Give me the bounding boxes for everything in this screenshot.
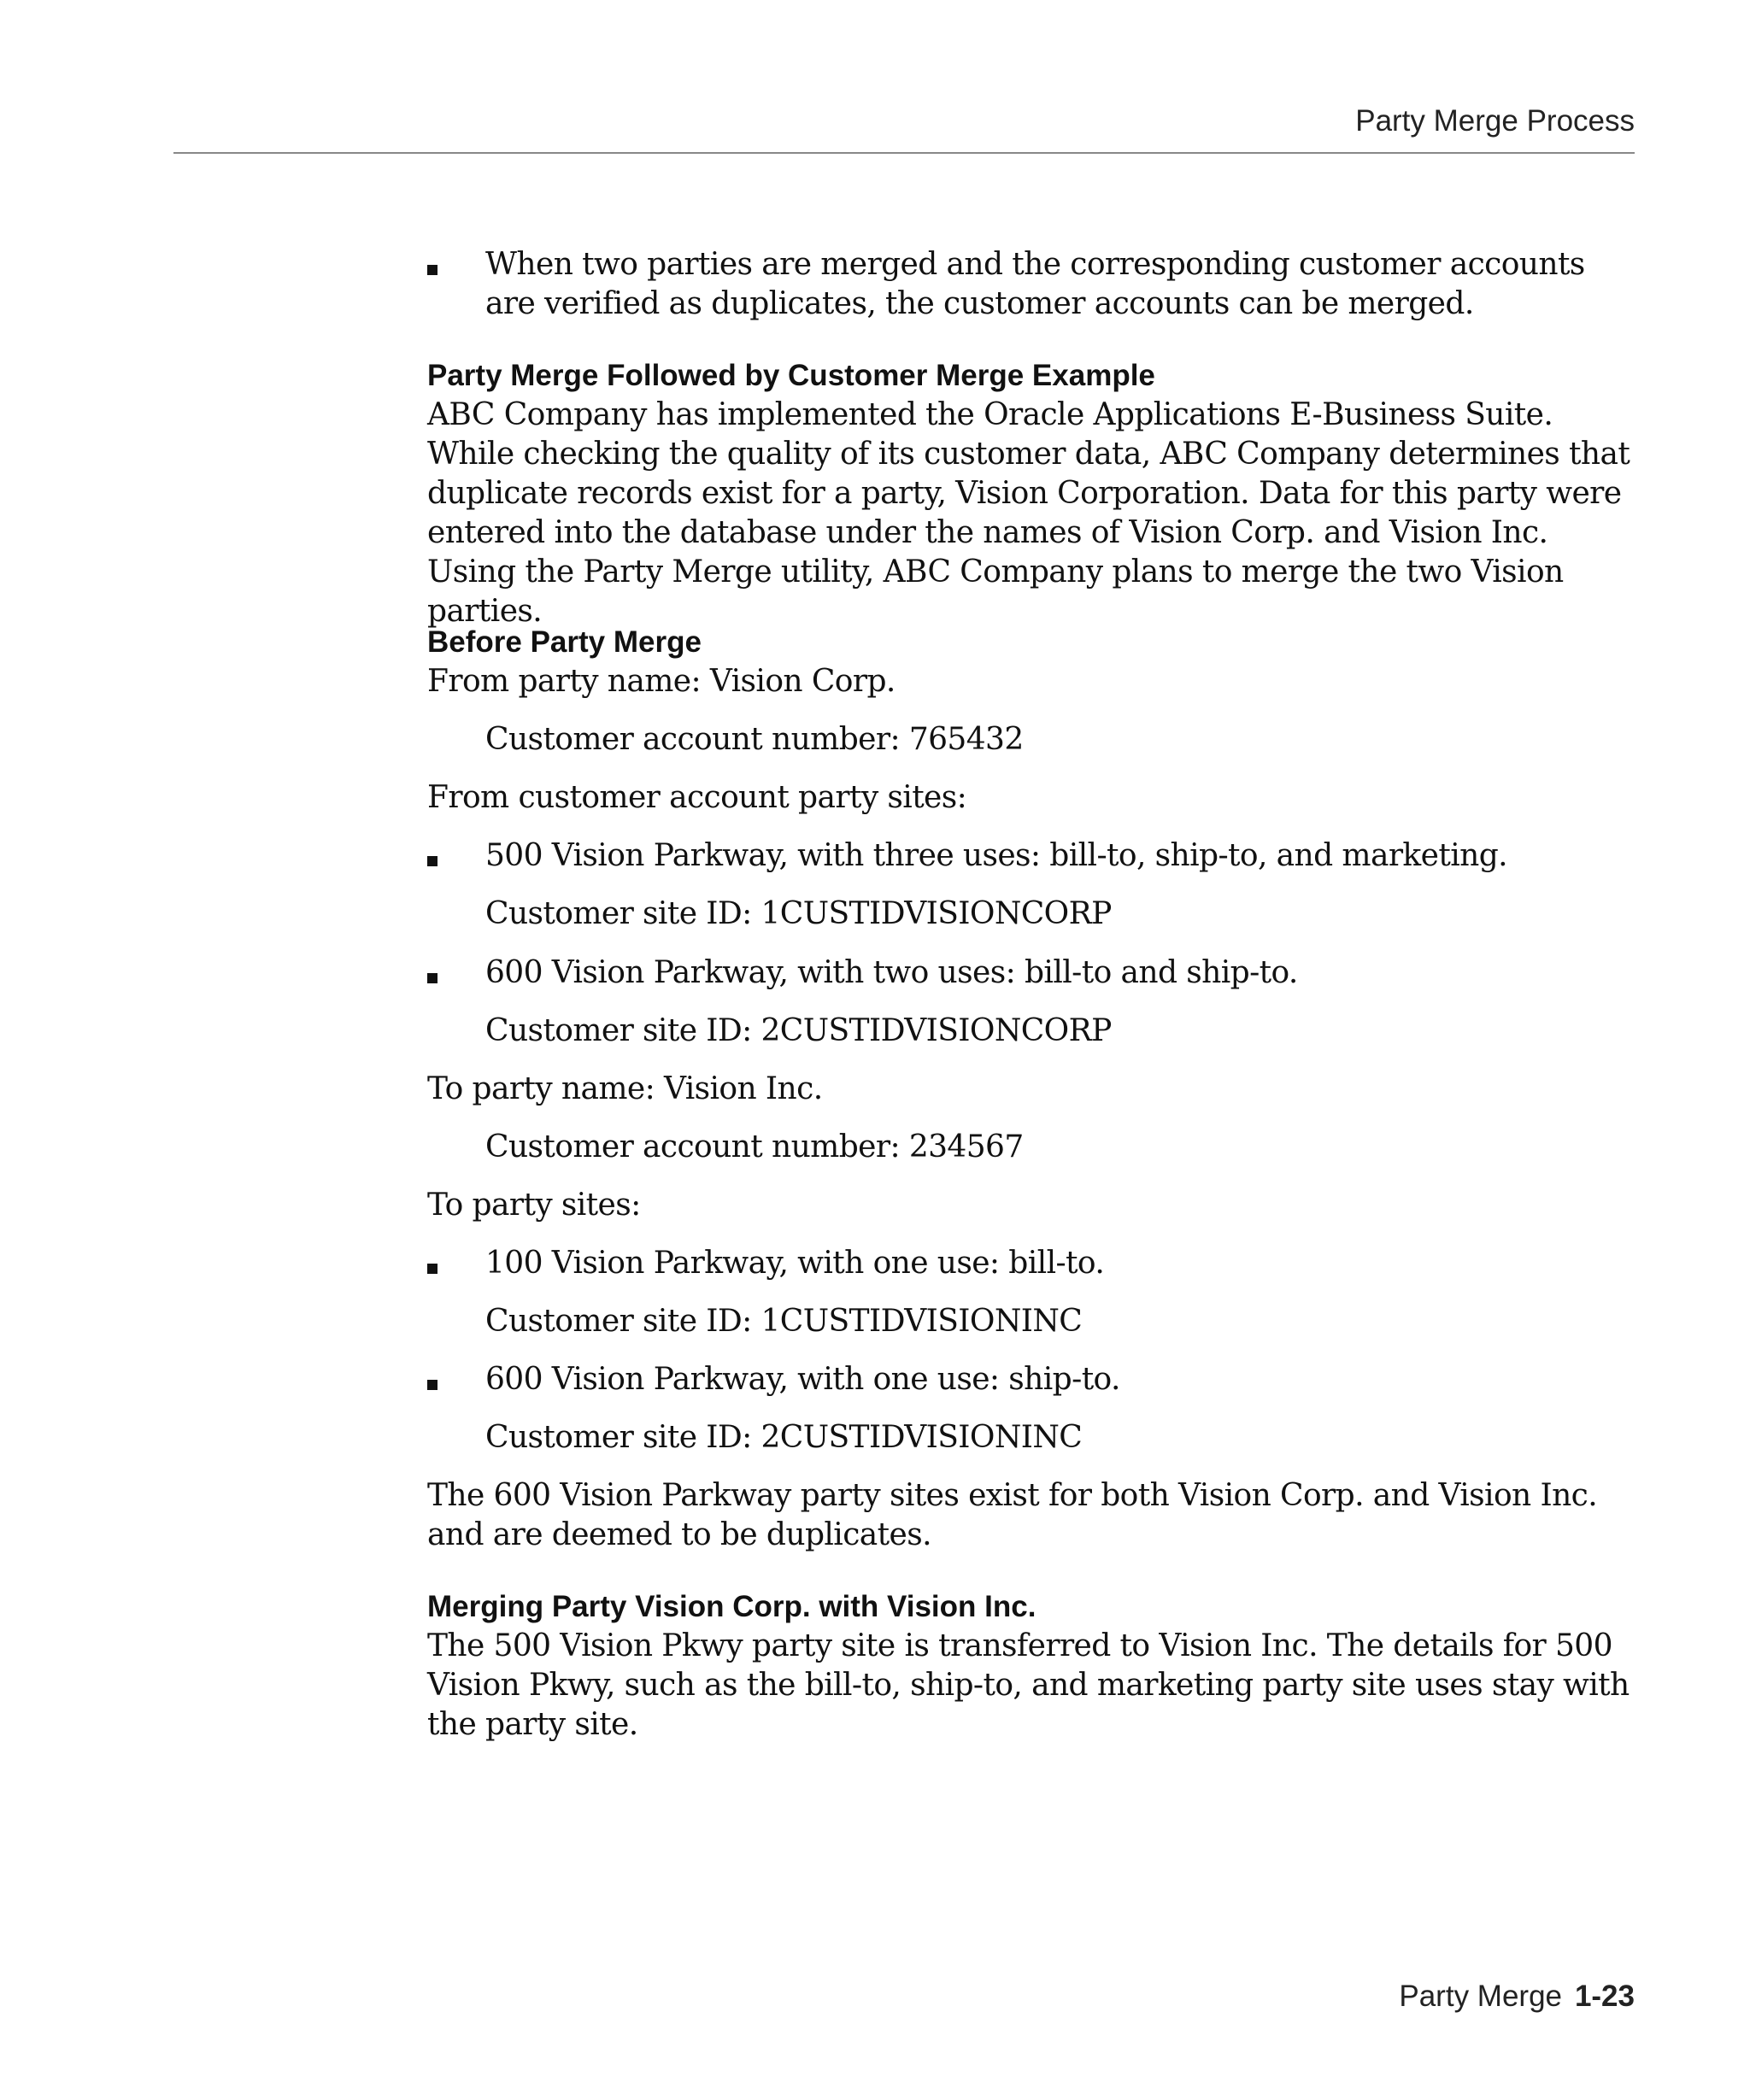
from-party-name: From party name: Vision Corp. [427,664,896,699]
to-site-item: 100 Vision Parkway, with one use: bill-to. [485,1246,1105,1281]
footer-page-number: 1-23 [1574,1980,1635,2013]
from-site-item: 600 Vision Parkway, with two uses: bill-to and ship-to. [485,955,1298,990]
from-sites-label: From customer account party sites: [427,780,967,815]
bullet-marker [427,1264,438,1274]
running-header-title: Party Merge Process [1355,104,1635,138]
bullet-marker [427,856,438,866]
merging-paragraph: The 500 Vision Pkwy party site is transferred to Vision Inc. The details for 500 Vision Pkwy, such as the bill-to, ship-to, and marketing party site uses stay with the party site. [427,1628,1630,1742]
bullet-marker [427,973,438,983]
example-paragraph: ABC Company has implemented the Oracle Applications E-Business Suite. While checking the quality of its customer data, ABC Company determines that duplicate records exist for a party, Vision Corporation. Data for this party were entered into the database under the names of Vision Corp. and Vision Inc. Using the Party Merge utility, ABC Company plans to merge the two Vision parties. [427,397,1630,629]
section-heading-example: Party Merge Followed by Customer Merge Example [427,359,1155,392]
bullet-marker [427,265,438,275]
from-site-item: 500 Vision Parkway, with three uses: bill-to, ship-to, and marketing. [485,838,1507,873]
to-site-item: 600 Vision Parkway, with one use: ship-to. [485,1362,1120,1397]
header-divider [173,152,1635,154]
from-site-id: Customer site ID: 2CUSTIDVISIONCORP [485,1013,1112,1048]
from-site-id: Customer site ID: 1CUSTIDVISIONCORP [485,896,1112,931]
section-heading-before-merge: Before Party Merge [427,625,702,659]
section-heading-merging: Merging Party Vision Corp. with Vision Inc. [427,1590,1036,1623]
duplicates-note: The 600 Vision Parkway party sites exist for both Vision Corp. and Vision Inc. and are deemed to be duplicates. [427,1478,1598,1552]
intro-bullet-text: When two parties are merged and the corresponding customer accounts are verified as duplicates, the customer accounts can be merged. [485,247,1585,321]
footer-book-title: Party Merge [1399,1980,1562,2013]
to-site-id: Customer site ID: 2CUSTIDVISIONINC [485,1420,1083,1455]
bullet-marker [427,1380,438,1390]
from-customer-account-number: Customer account number: 765432 [485,722,1024,757]
to-customer-account-number: Customer account number: 234567 [485,1129,1024,1164]
to-party-name: To party name: Vision Inc. [427,1071,823,1106]
to-site-id: Customer site ID: 1CUSTIDVISIONINC [485,1304,1083,1339]
to-sites-label: To party sites: [427,1188,641,1223]
